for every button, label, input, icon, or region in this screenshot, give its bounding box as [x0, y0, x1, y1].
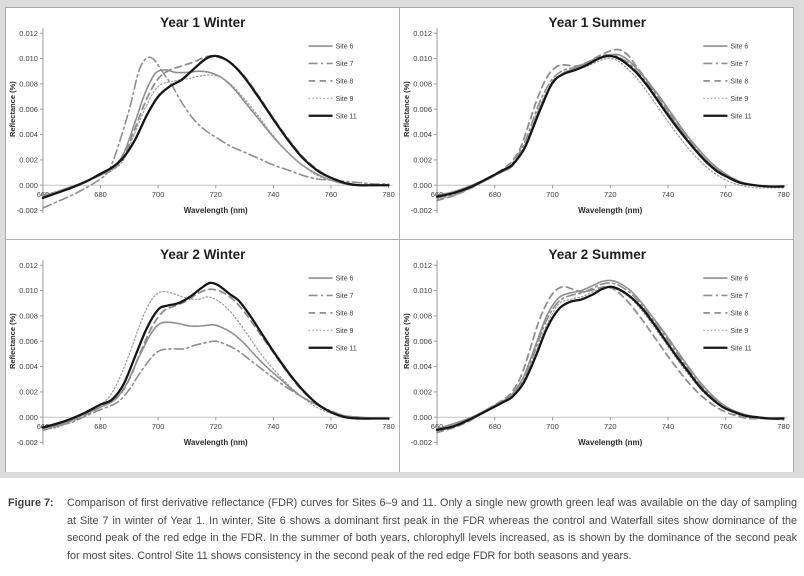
legend-entry-site-11: [703, 113, 751, 120]
legend-entry-site-11: [703, 346, 751, 353]
legend-entry-site-9: [703, 328, 748, 335]
y-tick-label: -0.002: [410, 206, 432, 216]
y-tick-label: 0.010: [412, 54, 432, 64]
y-tick-label: 0.012: [19, 261, 38, 271]
x-tick-label: 780: [776, 190, 790, 200]
legend-entry-site-7: [703, 293, 748, 300]
legend-label: Site 6: [335, 275, 354, 283]
x-tick-label: 760: [718, 422, 732, 432]
y-tick-label: 0.012: [412, 261, 432, 271]
legend-label: Site 8: [729, 78, 748, 86]
x-tick-label: 700: [151, 422, 165, 432]
legend-entry-site-11: [309, 346, 357, 353]
y-axis-label: Reflectance (%): [7, 81, 17, 138]
x-tick-label: 680: [488, 190, 501, 200]
chart-year-1-summer: [400, 8, 794, 239]
legend-entry-site-8: [703, 78, 748, 85]
legend-label: Site 9: [335, 95, 354, 103]
series-site-11: [43, 56, 389, 198]
chart-title: Year 1 Winter: [160, 15, 246, 31]
y-axis-label: Reflectance (%): [401, 81, 411, 138]
y-tick-label: 0.006: [19, 337, 38, 347]
legend-label: Site 7: [335, 293, 354, 301]
x-tick-label: 740: [267, 190, 280, 200]
x-tick-label: 660: [36, 190, 50, 200]
x-tick-label: 740: [267, 422, 280, 432]
x-tick-label: 760: [324, 422, 338, 432]
legend-entry-site-6: [309, 44, 354, 51]
y-tick-label: 0.002: [412, 155, 432, 165]
x-tick-label: 760: [718, 190, 732, 200]
x-tick-label: 740: [661, 422, 674, 432]
x-tick-label: 700: [151, 190, 165, 200]
legend-label: Site 6: [335, 43, 354, 51]
legend-label: Site 7: [729, 293, 748, 301]
y-tick-label: 0.008: [19, 79, 38, 89]
panel-year-1-winter: [6, 8, 400, 240]
y-tick-label: 0.012: [412, 28, 432, 38]
legend-label: Site 11: [335, 345, 357, 353]
y-tick-label: 0.010: [19, 286, 38, 296]
legend-label: Site 7: [729, 61, 748, 69]
series-site-6: [437, 54, 783, 195]
y-tick-label: 0.006: [19, 104, 38, 114]
y-tick-label: 0.002: [19, 387, 38, 397]
panel-year-1-summer: [400, 8, 794, 240]
legend-entry-site-7: [703, 61, 748, 68]
legend-entry-site-9: [703, 96, 748, 103]
y-tick-label: 0.004: [19, 130, 38, 140]
series-site-7: [43, 341, 389, 430]
x-tick-label: 780: [776, 422, 790, 432]
y-tick-label: 0.006: [412, 337, 432, 347]
legend-entry-site-11: [309, 113, 357, 120]
x-tick-label: 720: [209, 422, 222, 432]
x-tick-label: 660: [430, 190, 443, 200]
x-tick-label: 700: [545, 422, 559, 432]
chart-title: Year 1 Summer: [547, 15, 646, 31]
x-tick-label: 700: [545, 190, 559, 200]
x-axis-label: Wavelength (nm): [183, 438, 248, 448]
legend-label: Site 7: [335, 61, 354, 69]
y-tick-label: 0.006: [412, 104, 432, 114]
legend-label: Site 9: [729, 328, 748, 336]
x-axis-label: Wavelength (nm): [577, 438, 642, 448]
legend-label: Site 8: [335, 78, 354, 86]
legend-entry-site-8: [703, 311, 748, 318]
series-site-11: [43, 283, 389, 427]
legend-entry-site-7: [309, 293, 354, 300]
x-tick-label: 660: [430, 422, 443, 432]
y-tick-label: 0.000: [19, 180, 38, 190]
chart-year-2-winter: [6, 240, 399, 471]
legend-label: Site 8: [335, 310, 354, 318]
y-tick-label: 0.004: [19, 362, 38, 372]
legend-entry-site-7: [309, 61, 354, 68]
y-tick-label: 0.000: [412, 180, 432, 190]
legend-entry-site-9: [309, 96, 354, 103]
y-tick-label: -0.002: [410, 438, 432, 448]
x-tick-label: 720: [603, 190, 617, 200]
y-axis-label: Reflectance (%): [7, 313, 17, 370]
y-tick-label: 0.008: [412, 79, 432, 89]
figure-caption-label: Figure 7:: [8, 497, 54, 509]
y-tick-label: 0.000: [412, 413, 432, 423]
y-tick-label: 0.010: [412, 286, 432, 296]
panel-grid: [5, 7, 794, 472]
y-tick-label: 0.002: [412, 387, 432, 397]
y-tick-label: 0.012: [19, 28, 38, 38]
y-tick-label: 0.010: [19, 54, 38, 64]
legend-label: Site 11: [729, 345, 752, 353]
x-axis-label: Wavelength (nm): [577, 206, 642, 216]
y-axis-label: Reflectance (%): [401, 313, 411, 370]
x-tick-label: 720: [209, 190, 222, 200]
x-tick-label: 780: [382, 422, 395, 432]
y-tick-label: -0.002: [16, 438, 38, 448]
series-site-11: [437, 287, 783, 430]
y-tick-label: 0.008: [19, 311, 38, 321]
legend-entry-site-9: [309, 328, 354, 335]
chart-title: Year 2 Winter: [160, 247, 246, 263]
figure-caption-text: Comparison of first derivative reflectance (FDR) curves for Sites 6–9 and 11. Only a single new growth green leaf was available on the day of sampling at Site 7 in winter of Year 1. In winter, Site 6 shows a dominant first peak in the FDR whereas the control and Waterfall sites show dominance of the second peak of the red edge in the FDR. In the summer of both years, chlorophyll levels increased, as is shown by the dominance of the second peak for most sites. Control Site 11 shows consistency in the second peak of the red edge FDR for both seasons and years.: [67, 497, 797, 562]
x-tick-label: 740: [661, 190, 674, 200]
x-tick-label: 660: [36, 422, 50, 432]
x-axis-label: Wavelength (nm): [183, 206, 248, 216]
y-tick-label: 0.004: [412, 130, 432, 140]
y-tick-label: -0.002: [16, 206, 38, 216]
chart-year-2-summer: [400, 240, 794, 471]
x-tick-label: 680: [94, 190, 107, 200]
x-tick-label: 760: [324, 190, 338, 200]
y-tick-label: 0.008: [412, 311, 432, 321]
x-tick-label: 680: [94, 422, 107, 432]
legend-label: Site 9: [729, 95, 748, 103]
series-site-6: [437, 281, 783, 429]
x-tick-label: 780: [382, 190, 395, 200]
legend-entry-site-6: [703, 44, 748, 51]
legend-entry-site-6: [309, 276, 354, 283]
panel-year-2-summer: [400, 240, 794, 471]
chart-year-1-winter: [6, 8, 399, 239]
x-tick-label: 680: [488, 422, 501, 432]
legend-label: Site 9: [335, 328, 354, 336]
x-tick-label: 720: [603, 422, 617, 432]
legend-label: Site 11: [729, 113, 752, 121]
y-tick-label: 0.002: [19, 155, 38, 165]
y-tick-label: 0.000: [19, 413, 38, 423]
legend-label: Site 11: [335, 113, 357, 121]
panel-year-2-winter: [6, 240, 400, 471]
figure-caption: [0, 478, 804, 576]
y-tick-label: 0.004: [412, 362, 432, 372]
legend-label: Site 6: [729, 43, 748, 51]
legend-entry-site-8: [309, 78, 354, 85]
legend-entry-site-8: [309, 311, 354, 318]
legend-entry-site-6: [703, 276, 748, 283]
legend-label: Site 6: [729, 275, 748, 283]
legend-label: Site 8: [729, 310, 748, 318]
chart-title: Year 2 Summer: [547, 247, 646, 263]
